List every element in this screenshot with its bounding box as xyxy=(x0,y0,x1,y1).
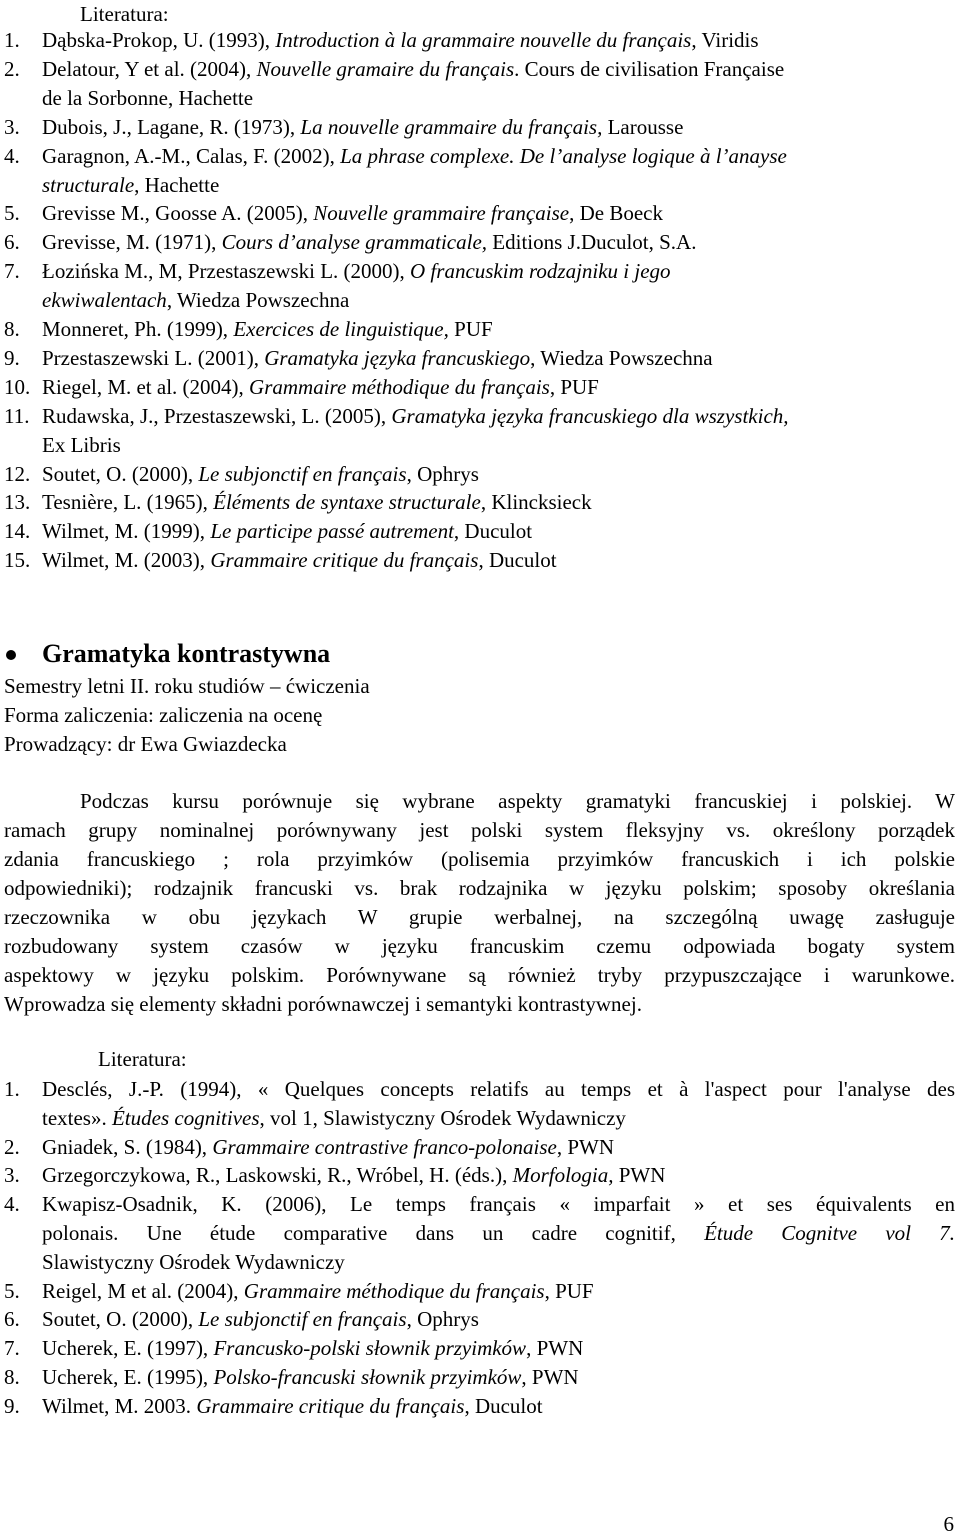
list-item-number: 6. xyxy=(4,230,20,255)
description-line: odpowiedniki); rodzajnik francuski vs. brak rodzajnika w języku polskim; sposoby określania xyxy=(4,876,955,900)
list-item: Grevisse, M. (1971), Cours d’analyse grammaticale, Editions J.Duculot, S.A. xyxy=(42,230,697,255)
description-line: rozbudowany system czasów w języku francuskim czemu odpowiada bogaty system xyxy=(4,934,955,958)
list-item: Wilmet, M. 2003. Grammaire critique du français, Duculot xyxy=(42,1393,543,1418)
list-item: Ucherek, E. (1997), Francusko-polski słownik przyimków, PWN xyxy=(42,1336,584,1361)
list-item-number: 5. xyxy=(4,201,20,226)
list-item: Desclés, J.-P. (1994), « Quelques concepts relatifs au temps et à l'aspect pour l'analyse des xyxy=(42,1077,955,1101)
bullet-icon xyxy=(6,650,16,660)
list-item-number: 1. xyxy=(4,28,20,52)
list-item-number: 4. xyxy=(4,143,20,168)
list-item-number: 6. xyxy=(4,1307,20,1332)
list-item: Ucherek, E. (1995), Polsko-francuski słownik przyimków, PWN xyxy=(42,1365,579,1389)
list-item: Wilmet, M. (2003), Grammaire critique du français, Duculot xyxy=(42,548,557,573)
list-item: Grzegorczykowa, R., Laskowski, R., Wróbel, H. (éds.), Morfologia, PWN xyxy=(42,1163,666,1188)
list-item: Łozińska M., M, Przestaszewski L. (2000), O francuskim rodzajniku i jego xyxy=(42,259,671,284)
description-line: zdania francuskiego ; rola przyimków (polisemia przyimków francuskich i ich polskie xyxy=(4,847,955,871)
list-item-number: 9. xyxy=(4,345,20,370)
list-item-number: 2. xyxy=(4,56,20,81)
description-line: Podczas kursu porównuje się wybrane aspekty gramatyki francuskiej i polskiej. W xyxy=(80,789,955,813)
lecturer-info: Prowadzący: dr Ewa Gwiazdecka xyxy=(4,732,287,756)
list-item: Kwapisz-Osadnik, K. (2006), Le temps français « imparfait » et ses équivalents en xyxy=(42,1192,955,1217)
list-item: structurale, Hachette xyxy=(42,172,220,197)
list-item-number: 11. xyxy=(4,403,30,428)
list-item: polonais. Une étude comparative dans un cadre cognitif, Étude Cognitve vol 7. xyxy=(42,1221,955,1245)
list-item: Gniadek, S. (1984), Grammaire contrastive franco-polonaise, PWN xyxy=(42,1134,614,1159)
list-item: Garagnon, A.-M., Calas, F. (2002), La phrase complexe. De l’analyse logique à l’anayse xyxy=(42,143,787,168)
list-item-number: 7. xyxy=(4,259,20,284)
assessment-info: Forma zaliczenia: zaliczenia na ocenę xyxy=(4,703,323,727)
list-item-number: 3. xyxy=(4,114,20,139)
list-item-number: 12. xyxy=(4,461,31,486)
list-item-number: 8. xyxy=(4,317,20,341)
description-line: aspektowy w języku polskim. Porównywane są również tryby przypuszczające i warunkowe. xyxy=(4,963,955,987)
list-item: Ex Libris xyxy=(42,432,121,457)
page-number: 6 xyxy=(943,1512,954,1536)
list-item-number: 7. xyxy=(4,1336,20,1361)
description-line: Wprowadza się elementy składni porównawczej i semantyki kontrastywnej. xyxy=(4,992,642,1016)
list-item-number: 15. xyxy=(4,548,31,573)
list-item-number: 5. xyxy=(4,1278,20,1303)
list-item: Przestaszewski L. (2001), Gramatyka języka francuskiego, Wiedza Powszechna xyxy=(42,345,713,370)
list-item: Rudawska, J., Przestaszewski, L. (2005), Gramatyka języka francuskiego dla wszystkich, xyxy=(42,403,789,428)
description-line: ramach grupy nominalnej porównywany jest polski system fleksyjny vs. określony porządek xyxy=(4,818,955,842)
list-item: Grevisse M., Goosse A. (2005), Nouvelle grammaire française, De Boeck xyxy=(42,201,663,226)
list-item: Slawistyczny Ośrodek Wydawniczy xyxy=(42,1249,345,1274)
list-item: Dubois, J., Lagane, R. (1973), La nouvelle grammaire du français, Larousse xyxy=(42,114,684,139)
list-item: Dąbska-Prokop, U. (1993), Introduction à la grammaire nouvelle du français, Viridis xyxy=(42,28,759,52)
list-item-number: 4. xyxy=(4,1192,20,1217)
list-item: de la Sorbonne, Hachette xyxy=(42,85,254,110)
section-title: Gramatyka kontrastywna xyxy=(42,639,331,668)
list-item-number: 1. xyxy=(4,1077,20,1101)
list-item: Tesnière, L. (1965), Éléments de syntaxe structurale, Klincksieck xyxy=(42,490,592,515)
list-item: Monneret, Ph. (1999), Exercices de linguistique, PUF xyxy=(42,317,493,341)
list-item-number: 14. xyxy=(4,519,31,544)
list-item-number: 3. xyxy=(4,1163,20,1188)
description-line: rzeczownika w obu językach W grupie werbalnej, na szczególną uwagę zasługuje xyxy=(4,905,955,929)
list-item-number: 8. xyxy=(4,1365,20,1389)
list-item-number: 2. xyxy=(4,1134,20,1159)
list-item: ekwiwalentach, Wiedza Powszechna xyxy=(42,288,350,313)
list-item: Riegel, M. et al. (2004), Grammaire méthodique du français, PUF xyxy=(42,374,599,399)
list-item: Soutet, O. (2000), Le subjonctif en français, Ophrys xyxy=(42,1307,479,1332)
list-item: Soutet, O. (2000), Le subjonctif en français, Ophrys xyxy=(42,461,479,486)
list-item-number: 9. xyxy=(4,1393,20,1418)
list-item: Delatour, Y et al. (2004), Nouvelle gramaire du français. Cours de civilisation Française xyxy=(42,56,785,81)
semester-info: Semestry letni II. roku studiów – ćwiczenia xyxy=(4,674,370,698)
list-item: Reigel, M et al. (2004), Grammaire méthodique du français, PUF xyxy=(42,1278,594,1303)
literature-heading-1: Literatura: xyxy=(80,2,169,26)
list-item: Wilmet, M. (1999), Le participe passé autrement, Duculot xyxy=(42,519,533,544)
list-item-number: 10. xyxy=(4,374,31,399)
list-item: textes». Études cognitives, vol 1, Slawistyczny Ośrodek Wydawniczy xyxy=(42,1105,626,1130)
list-item-number: 13. xyxy=(4,490,31,515)
literature-heading-2: Literatura: xyxy=(98,1047,187,1071)
